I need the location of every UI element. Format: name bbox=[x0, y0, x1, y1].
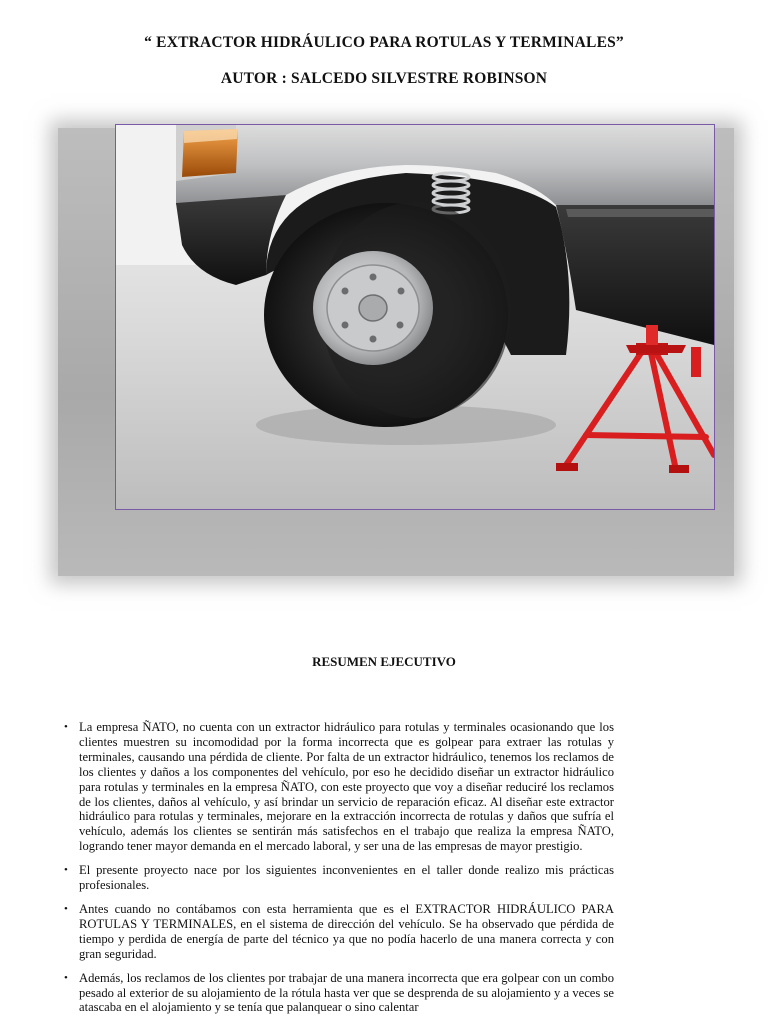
document-title: “ EXTRACTOR HIDRÁULICO PARA ROTULAS Y TERMINALES” bbox=[144, 34, 624, 51]
bullet-text: El presente proyecto nace por los siguientes inconvenientes en el taller donde realizo mis prácticas profesionales. bbox=[79, 863, 614, 893]
list-item bbox=[64, 863, 614, 893]
bullet-marker: • bbox=[64, 864, 68, 877]
section-heading: RESUMEN EJECUTIVO bbox=[312, 654, 456, 669]
bullet-text: La empresa ÑATO, no cuenta con un extractor hidráulico para rotulas y terminales ocasionando que los clientes muestren su incomodidad por la forma incorrecta que es golpear para extraer las rotulas y terminales, causando una pérdida de cliente. Por falta de un extractor hidráulico, tenemos los reclamos de los clientes y daños a los componentes del vehículo, por eso he decidido diseñar un extractor hidráulico para rotulas y terminales en la empresa ÑATO, con este proyecto que voy a diseñar reduciré los reclamos de los clientes, daños al vehículo, y así brindar un servicio de reparación eficaz. Al diseñar este extractor hidráulico para rotulas y terminales, mejorare en la extracción incorrecta de rotulas y daños que sufría el vehículo, además los clientes se sentirán más satisfechos en el trabajo que realiza la empresa ÑATO, logrando tener mayor demanda en el mercado laboral, y ser una de las empresas de mayor prestigio. bbox=[79, 720, 614, 854]
list-item bbox=[64, 720, 614, 854]
list-item bbox=[64, 902, 614, 962]
bullet-text: Antes cuando no contábamos con esta herramienta que es el EXTRACTOR HIDRÁULICO PARA ROTULAS Y TERMINALES, en el sistema de dirección del vehículo. Se ha observado que pérdida de tiempo y perdida de energía de parte del técnico ya que no podía hacerlo de una manera correcta y con gran seguridad. bbox=[79, 901, 614, 961]
list-item bbox=[64, 971, 614, 1016]
bullet-text: Además, los reclamos de los clientes por trabajar de una manera incorrecta que era golpear con un combo pesado al exterior de su alojamiento de la rótula hasta ver que se desprenda de su alojamiento y a veces se atascaba en el alojamiento y se tenía que palanquear o sino calentar bbox=[79, 970, 614, 1015]
author-line: AUTOR : SALCEDO SILVESTRE ROBINSON bbox=[220, 70, 548, 87]
summary-bullet-list bbox=[64, 720, 614, 1024]
vehicle-jack-illustration bbox=[115, 124, 715, 510]
bullet-marker: • bbox=[64, 902, 68, 915]
bullet-marker: • bbox=[64, 721, 68, 733]
bullet-marker: • bbox=[64, 971, 68, 984]
